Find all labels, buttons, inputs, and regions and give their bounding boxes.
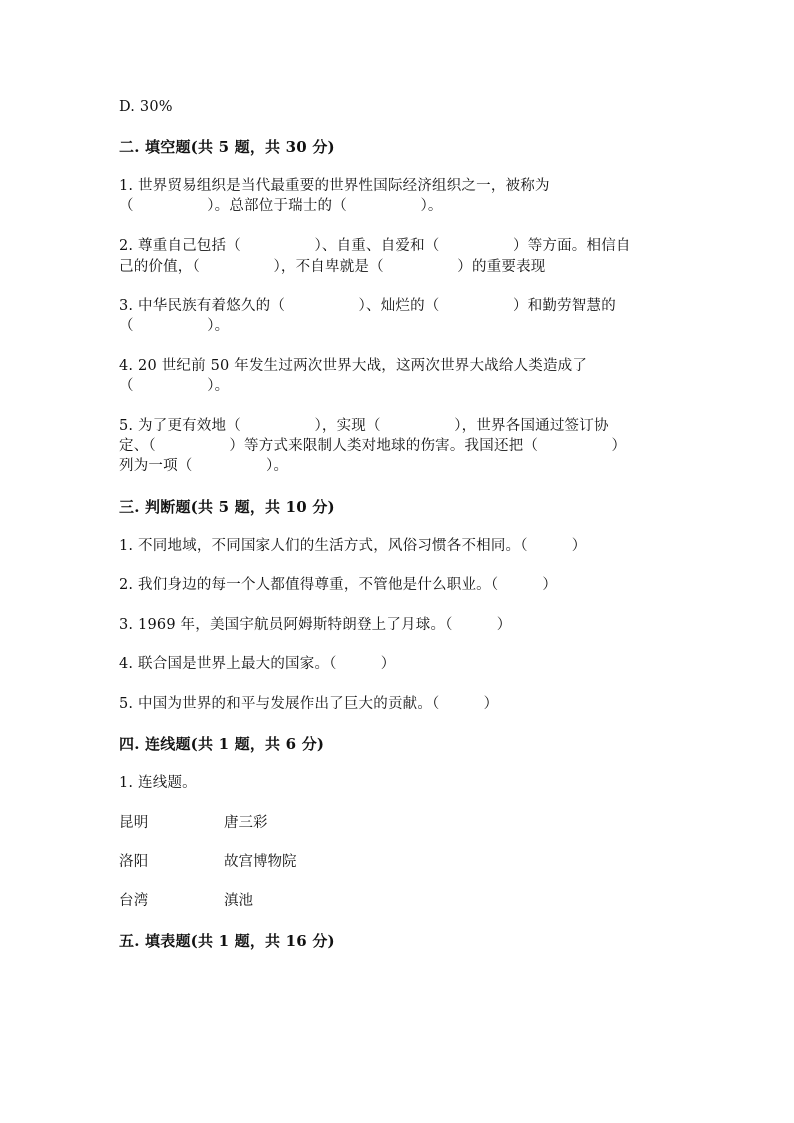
fill-q5-line3: 列为一项（ ）。: [119, 458, 289, 474]
judge-q2: 2. 我们身边的每一个人都值得尊重，不管他是什么职业。（ ）: [119, 577, 558, 593]
fill-q5-line1: 5. 为了更有效地（ ），实现（ ），世界各国通过签订协: [119, 418, 609, 434]
judge-q5: 5. 中国为世界的和平与发展作出了巨大的贡献。（ ）: [119, 696, 499, 712]
match-left-3: 台湾: [119, 893, 149, 909]
fill-q4-line1: 4. 20 世纪前 50 年发生过两次世界大战，这两次世界大战给人类造成了: [119, 358, 588, 374]
match-left-2: 洛阳: [119, 854, 149, 870]
section2-heading: 二. 填空题(共 5 题，共 30 分): [119, 138, 335, 156]
match-right-3: 滇池: [224, 893, 253, 909]
judge-q4: 4. 联合国是世界上最大的国家。（ ）: [119, 656, 396, 672]
fill-q2-line1: 2. 尊重自己包括（ ）、自重、自爱和（ ）等方面。相信自: [119, 238, 631, 254]
fill-q1-line2: （ ）。总部位于瑞士的（ ）。: [119, 198, 443, 214]
section3-heading: 三. 判断题(共 5 题，共 10 分): [119, 498, 335, 516]
fill-q1-line1: 1. 世界贸易组织是当代最重要的世界性国际经济组织之一，被称为: [119, 178, 550, 194]
match-right-1: 唐三彩: [224, 815, 268, 831]
judge-q1: 1. 不同地域，不同国家人们的生活方式，风俗习惯各不相同。（ ）: [119, 538, 587, 554]
section4-heading: 四. 连线题(共 1 题，共 6 分): [119, 735, 325, 753]
fill-q3-line2: （ ）。: [119, 318, 230, 334]
fill-q5-line2: 定、（ ）等方式来限制人类对地球的伤害。我国还把（ ）: [119, 438, 627, 454]
judge-q3: 3. 1969 年，美国宇航员阿姆斯特朗登上了月球。（ ）: [119, 617, 512, 633]
fill-q4-line2: （ ）。: [119, 378, 230, 394]
match-right-2: 故宫博物院: [224, 854, 297, 870]
fill-q2-line2: 己的价值，（ ），不自卑就是（ ）的重要表现: [119, 259, 546, 275]
match-left-1: 昆明: [119, 815, 149, 831]
match-question: 1. 连线题。: [119, 775, 197, 791]
fill-q3-line1: 3. 中华民族有着悠久的（ ）、灿烂的（ ）和勤劳智慧的: [119, 298, 616, 314]
section5-heading: 五. 填表题(共 1 题，共 16 分): [119, 932, 335, 950]
prev-option-d: D. 30%: [119, 99, 173, 115]
